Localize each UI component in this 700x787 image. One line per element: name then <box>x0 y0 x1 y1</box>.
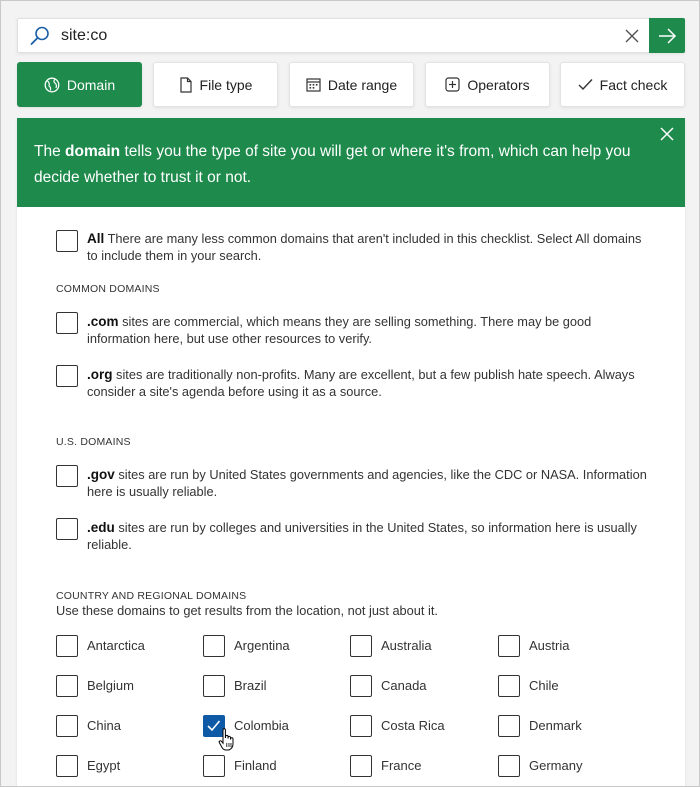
country-label-denmark: Denmark <box>529 718 582 733</box>
gov-domain-option <box>87 466 647 500</box>
filter-toolbar <box>17 62 685 107</box>
com-domain-checkbox[interactable] <box>56 312 78 334</box>
country-checkbox-austria[interactable] <box>498 635 520 657</box>
close-icon[interactable] <box>658 125 676 143</box>
country-label-costa-rica: Costa Rica <box>381 718 445 733</box>
com-domain-label: .com <box>87 314 119 329</box>
country-checkbox-brazil[interactable] <box>203 675 225 697</box>
all-domains-label: All <box>87 231 105 246</box>
operators-filter-label: Operators <box>467 76 530 93</box>
gov-domain-label: .gov <box>87 467 115 482</box>
country-checkbox-argentina[interactable] <box>203 635 225 657</box>
arrow-right-icon <box>657 26 677 46</box>
org-domain-checkbox[interactable] <box>56 365 78 387</box>
org-domain-description: sites are traditionally non-profits. Many are excellent, but a few publish hate speech. Always consider a site's agenda before using it as a source. <box>87 367 635 399</box>
country-checkbox-chile[interactable] <box>498 675 520 697</box>
banner-text-pre: The <box>34 143 66 160</box>
banner-text-bold: domain <box>65 143 121 160</box>
search-input[interactable] <box>61 23 621 49</box>
com-domain-option <box>87 313 647 347</box>
country-checkbox-china[interactable] <box>56 715 78 737</box>
country-checkbox-belgium[interactable] <box>56 675 78 697</box>
org-domain-label: .org <box>87 367 113 382</box>
country-label-colombia: Colombia <box>234 718 289 733</box>
edu-domain-option <box>87 519 647 553</box>
country-checkbox-costa-rica[interactable] <box>350 715 372 737</box>
country-label-china: China <box>87 718 121 733</box>
common-domains-heading: COMMON DOMAINS <box>56 283 160 295</box>
country-checkbox-germany[interactable] <box>498 755 520 777</box>
domain-panel <box>17 118 685 787</box>
file-icon <box>179 77 193 93</box>
edu-domain-description: sites are run by colleges and universities in the United States, so information here is usually reliable. <box>87 520 637 552</box>
country-checkbox-finland[interactable] <box>203 755 225 777</box>
checkmark-icon <box>578 78 593 91</box>
plus-box-icon <box>445 77 460 92</box>
clear-search-icon[interactable] <box>622 26 642 46</box>
file-type-filter-button[interactable] <box>153 62 278 107</box>
domain-info-banner <box>17 118 685 207</box>
us-domains-heading: U.S. DOMAINS <box>56 436 131 448</box>
fact-check-filter-label: Fact check <box>599 76 668 93</box>
all-domains-option <box>87 230 647 264</box>
operators-filter-button[interactable] <box>425 62 550 107</box>
country-checkbox-canada[interactable] <box>350 675 372 697</box>
country-checkbox-colombia[interactable] <box>203 715 225 737</box>
country-domains-heading: COUNTRY AND REGIONAL DOMAINS <box>56 590 247 602</box>
country-label-france: France <box>381 758 422 773</box>
country-label-chile: Chile <box>529 678 559 693</box>
country-label-argentina: Argentina <box>234 638 290 653</box>
country-label-germany: Germany <box>529 758 583 773</box>
search-submit-button[interactable] <box>649 18 685 53</box>
country-domains-description: Use these domains to get results from the location, not just about it. <box>56 603 438 618</box>
calendar-icon <box>306 77 321 92</box>
country-checkbox-australia[interactable] <box>350 635 372 657</box>
all-domains-checkbox[interactable] <box>56 230 78 252</box>
banner-text-post: tells you the type of site you will get or where it's from, which can help you decide whether to trust it or not. <box>34 143 631 186</box>
all-domains-description: There are many less common domains that aren't included in this checklist. Select All domains to include them in your search. <box>87 231 642 263</box>
search-bar <box>17 18 685 53</box>
date-range-filter-label: Date range <box>327 76 398 93</box>
fact-check-filter-button[interactable] <box>560 62 685 107</box>
date-range-filter-button[interactable] <box>289 62 414 107</box>
globe-icon <box>44 77 60 93</box>
country-label-brazil: Brazil <box>234 678 267 693</box>
country-checkbox-france[interactable] <box>350 755 372 777</box>
edu-domain-checkbox[interactable] <box>56 518 78 540</box>
country-checkbox-denmark[interactable] <box>498 715 520 737</box>
country-checkbox-egypt[interactable] <box>56 755 78 777</box>
file-type-filter-label: File type <box>199 76 253 93</box>
org-domain-option <box>87 366 647 400</box>
gov-domain-checkbox[interactable] <box>56 465 78 487</box>
country-label-antarctica: Antarctica <box>87 638 145 653</box>
checkmark-icon <box>204 716 223 735</box>
edu-domain-label: .edu <box>87 520 115 535</box>
search-icon <box>29 25 51 47</box>
country-label-canada: Canada <box>381 678 427 693</box>
country-label-australia: Australia <box>381 638 432 653</box>
domain-filter-button[interactable] <box>17 62 142 107</box>
gov-domain-description: sites are run by United States governments and agencies, like the CDC or NASA. Information here is usually reliable. <box>87 467 647 499</box>
country-label-egypt: Egypt <box>87 758 121 773</box>
country-checkbox-antarctica[interactable] <box>56 635 78 657</box>
country-label-austria: Austria <box>529 638 570 653</box>
country-label-belgium: Belgium <box>87 678 134 693</box>
domain-filter-label: Domain <box>66 76 116 93</box>
country-label-finland: Finland <box>234 758 277 773</box>
com-domain-description: sites are commercial, which means they are selling something. There may be good information here, but use other resources to verify. <box>87 314 592 346</box>
